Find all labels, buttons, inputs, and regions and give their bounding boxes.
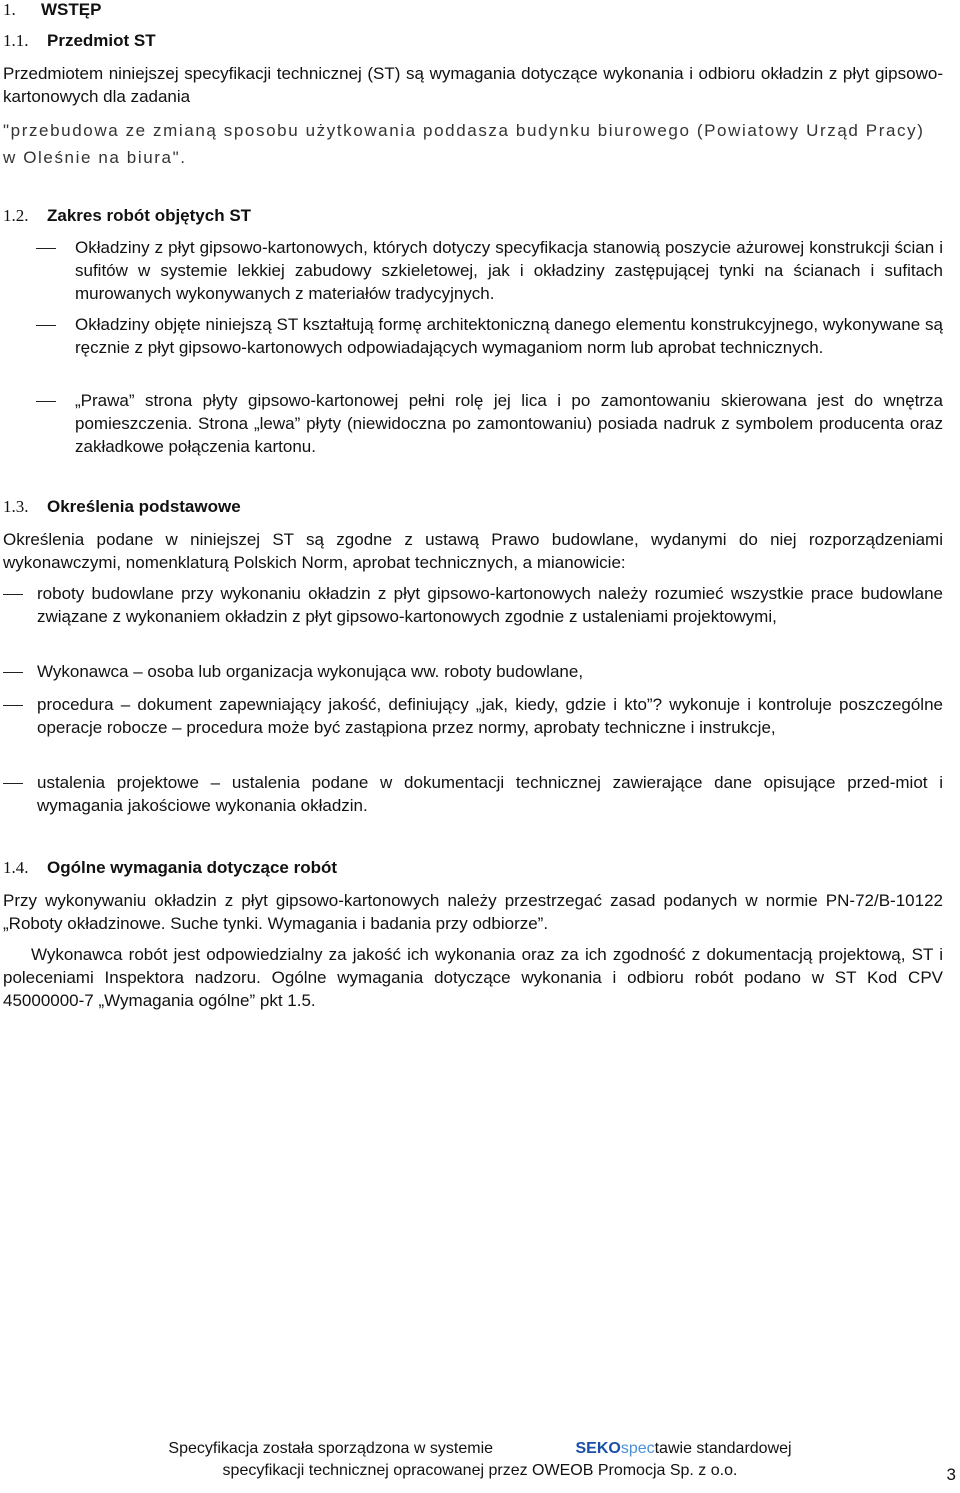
footer-text: tawie standardowej (654, 1440, 792, 1457)
footer-line-1 (0, 1440, 960, 1458)
heading-number: 1. (3, 0, 16, 19)
heading-title: Określenia podstawowe (47, 497, 241, 516)
heading-1-3 (3, 497, 241, 517)
heading-1-2 (3, 206, 251, 226)
paragraph-contractor: Wykonawca robót jest odpowiedzialny za jakość ich wykonania oraz za ich zgodność z dokumentacją projektową, ST i poleceniami Inspektora nadzoru. Ogólne wymagania dotyczące wykonania i odbioru robót podano w ST Kod CPV 45000000-7 „Wymagania ogólne” pkt 1.5. (3, 945, 943, 1010)
dash-bullet (3, 705, 23, 706)
list-item: Okładziny z płyt gipsowo-kartonowych, których dotyczy specyfikacja stanowią poszycie ażurowej konstrukcji ścian i sufitów w systemie lekkiej zabudowy szkieletowej, jak i okładziny zastępującej tynki na ścianach i sufitach murowanych wykonywanych z materiałów tradycyjnych. (75, 238, 943, 303)
paragraph-subject: Przedmiotem niniejszej specyfikacji technicznej (ST) są wymagania dotyczące wykonania i odbioru okładzin z płyt gipsowo-kartonowych dla zadania (3, 64, 943, 106)
list-item: roboty budowlane przy wykonaniu okładzin z płyt gipsowo-kartonowych należy rozumieć wszystkie prace budowlane związane z wykonaniem okładzin z płyt gipsowo-kartonowych zgodnie z ustaleniami projektowymi, (37, 584, 943, 626)
heading-1-4 (3, 858, 337, 878)
paragraph-task-name: "przebudowa ze zmianą sposobu użytkowania poddasza budynku biurowego (Powiatowy Urząd Pracy) w Oleśnie na biura". (3, 121, 925, 167)
footer-text: Specyfikacja została sporządzona w systemie (168, 1440, 494, 1457)
heading-title: Ogólne wymagania dotyczące robót (47, 858, 338, 877)
heading-title: Przedmiot ST (47, 31, 156, 50)
dash-bullet (3, 783, 23, 784)
dash-bullet (3, 672, 23, 673)
heading-number: 1.3. (3, 497, 29, 516)
heading-title: WSTĘP (41, 0, 102, 19)
paragraph-requirements: Przy wykonywaniu okładzin z płyt gipsowo-kartonowych należy przestrzegać zasad podanych w normie PN-72/B-10122 „Roboty okładzinowe. Suche tynki. Wymagania i badania przy odbiorze”. (3, 891, 943, 933)
dash-bullet (36, 401, 56, 402)
heading-1 (3, 0, 101, 20)
heading-number: 1.1. (3, 31, 29, 50)
brand-logo-spec: spec (620, 1440, 655, 1457)
heading-number: 1.4. (3, 858, 29, 877)
dash-bullet (36, 248, 56, 249)
list-item: Okładziny objęte niniejszą ST kształtują formę architektoniczną danego elementu konstrukcyjnego, wykonywane są ręcznie z płyt gipsowo-kartonowych odpowiadających wymaganiom norm lub aprobat technicznych. (75, 315, 943, 357)
list-item: „Prawa” strona płyty gipsowo-kartonowej pełni rolę jej lica i po zamontowaniu skierowana jest do wnętrza pomieszczenia. Strona „lewa” płyty (niewidoczna po zamontowaniu) posiada nadruk z symbolem producenta oraz zakładkowe połączenia kartonu. (75, 391, 943, 456)
list-item: ustalenia projektowe – ustalenia podane w dokumentacji technicznej zawierające dane opisujące przed-miot i wymagania jakościowe wykonania okładzin. (37, 773, 943, 815)
list-item: procedura – dokument zapewniający jakość, definiujący „jak, kiedy, gdzie i kto”? wykonuje i kontroluje poszczególne operacje robocze – procedura może być zastąpiona przez normy, aprobaty techniczne i instrukcje, (37, 695, 943, 737)
footer-line-2: specyfikacji technicznej opracowanej przez OWEOB Promocja Sp. z o.o. (222, 1462, 738, 1479)
heading-title: Zakres robót objętych ST (47, 206, 252, 225)
list-item: Wykonawca – osoba lub organizacja wykonująca ww. roboty budowlane, (37, 662, 584, 681)
page-number: 3 (946, 1465, 956, 1484)
brand-logo-seko: SEKO (575, 1440, 621, 1457)
paragraph-definitions-intro: Określenia podane w niniejszej ST są zgodne z ustawą Prawo budowlane, wydanymi do niej rozporządzeniami wykonawczymi, nomenklaturą Polskich Norm, aprobat technicznych, a mianowicie: (3, 530, 943, 572)
dash-bullet (36, 325, 56, 326)
dash-bullet (3, 594, 23, 595)
heading-1-1 (3, 31, 156, 51)
heading-number: 1.2. (3, 206, 29, 225)
